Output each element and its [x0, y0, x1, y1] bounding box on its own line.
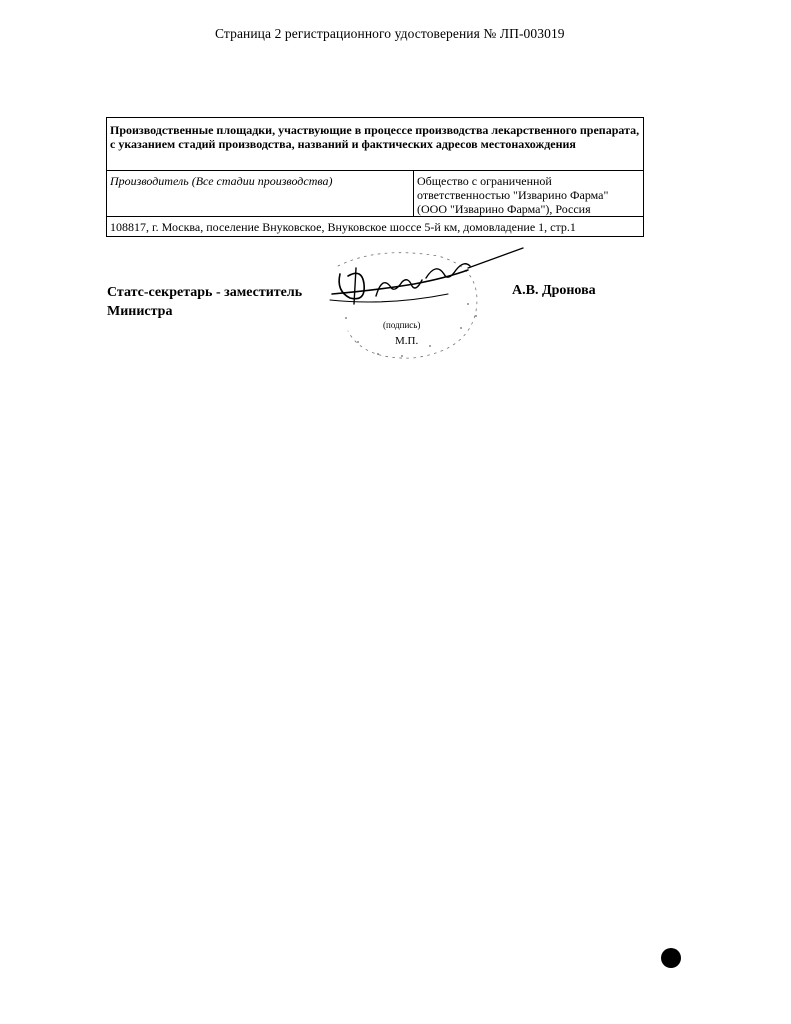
producer-name-line: ответственностью "Изварино Фарма" — [417, 188, 609, 202]
corner-dot-mark — [661, 948, 681, 968]
producer-row — [107, 171, 644, 217]
table-heading-cell: Производственные площадки, участвующие в процессе производства лекарственного препарата, с указанием стадий производства, названий и фактических адресов местонахождения — [107, 118, 644, 171]
signer-title — [107, 283, 302, 321]
page-title: Страница 2 регистрационного удостоверения № ЛП-003019 — [215, 26, 565, 41]
producer-name-line: Общество с ограниченной — [417, 174, 552, 188]
table-heading-row — [107, 118, 644, 171]
production-sites-table — [106, 117, 644, 237]
handwritten-signature — [318, 246, 528, 370]
signer-title-line: Статс-секретарь - заместитель — [107, 285, 303, 300]
producer-role-cell: Производитель (Все стадии производства) — [107, 171, 414, 217]
signer-name: А.В. Дронова — [512, 283, 596, 298]
producer-name-cell — [414, 171, 644, 217]
address-cell: 108817, г. Москва, поселение Внуковское, Внуковское шоссе 5-й км, домовладение 1, стр.1 — [107, 217, 644, 237]
address-row — [107, 217, 644, 237]
signature-caption: (подпись) — [383, 320, 421, 330]
signer-title-line: Министра — [107, 304, 173, 319]
producer-name-line: (ООО "Изварино Фарма"), Россия — [417, 202, 591, 216]
stamp-label: М.П. — [395, 335, 419, 347]
